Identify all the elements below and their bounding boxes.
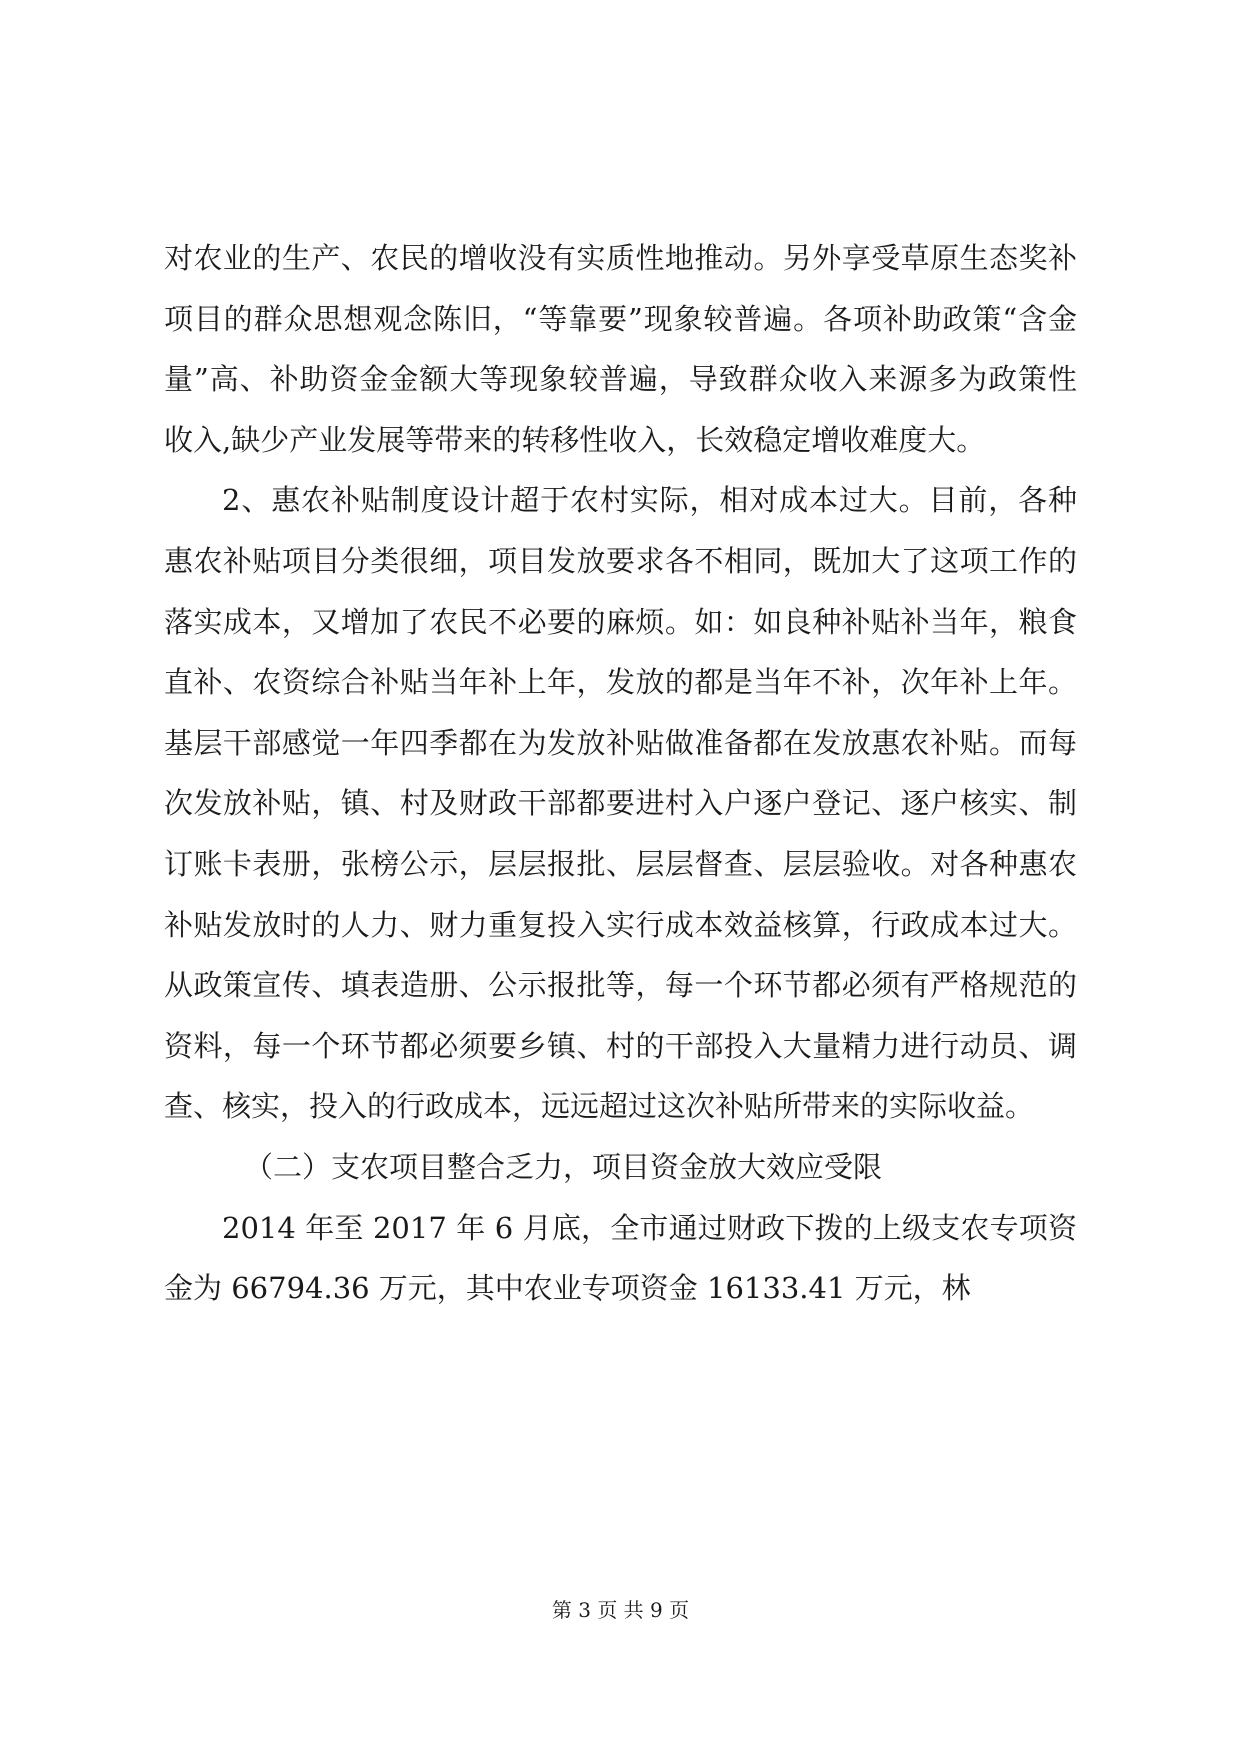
section-heading: （二）支农项目整合乏力，项目资金放大效应受限 bbox=[244, 1149, 883, 1184]
paragraph-continuation: 对农业的生产、农民的增收没有实质性地推动。另外享受草原生态奖补项目的群众思想观念陈旧，“等靠要”现象较普遍。各项补助政策“含金量”高、补助资金金额大等现象较普遍，导致群众收入来源多为政策性收入,缺少产业发展等带来的转移性收入，长效稳定增收难度大。 bbox=[164, 241, 1077, 457]
paragraph-funds: 2014 年至 2017 年 6 月底，全市通过财政下拨的上级支农专项资金为 66794.36 万元，其中农业专项资金 16133.41 万元，林 bbox=[164, 1210, 1077, 1306]
paragraph-item-2: 2、惠农补贴制度设计超于农村实际，相对成本过大。目前，各种惠农补贴项目分类很细，项目发放要求各不相同，既加大了这项工作的落实成本，又增加了农民不必要的麻烦。如：如良种补贴补当年，粮食直补、农资综合补贴当年补上年，发放的都是当年不补，次年补上年。基层干部感觉一年四季都在为发放补贴做准备都在发放惠农补贴。而每次发放补贴，镇、村及财政干部都要进村入户逐户登记、逐户核实、制订账卡表册，张榜公示，层层报批、层层督查、层层验收。对各种惠农补贴发放时的人力、财力重复投入实行成本效益核算，行政成本过大。从政策宣传、填表造册、公示报批等，每一个环节都必须有严格规范的资料，每一个环节都必须要乡镇、村的干部投入大量精力进行动员、调查、核实，投入的行政成本，远远超过这次补贴所带来的实际收益。 bbox=[164, 483, 1077, 1124]
document-body bbox=[164, 228, 1077, 1319]
page-footer: 第 3 页 共 9 页 bbox=[551, 1598, 690, 1622]
